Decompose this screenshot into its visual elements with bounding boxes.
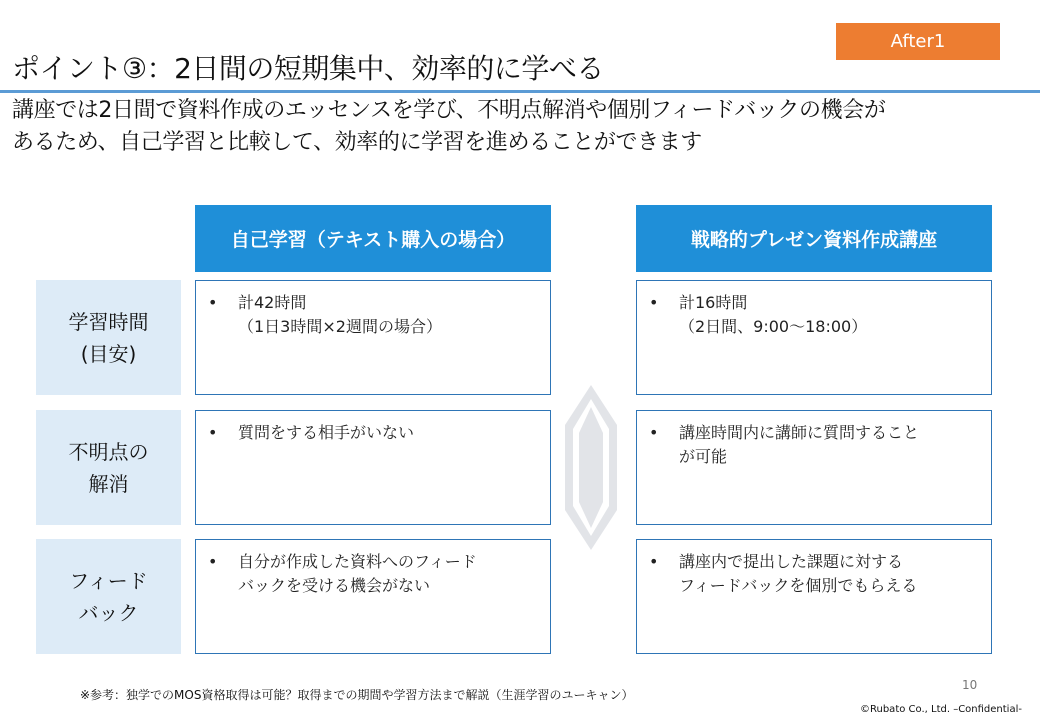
copyright: ©Rubato Co., Ltd. –Confidential- [860, 704, 1022, 715]
row-label-line: 学習時間 [68, 309, 149, 334]
cell-line: 質問をする相手がいない [238, 423, 415, 442]
cell-self-study-time [195, 280, 551, 395]
row-label-line: バック [78, 600, 139, 625]
cell-line: バックを受ける機会がない [238, 576, 431, 595]
row-label-questions [36, 410, 181, 525]
cell-line: 講座内で提出した課題に対する [679, 552, 904, 571]
comparison-arrow-icon [565, 385, 617, 550]
cell-course-questions [636, 410, 992, 525]
bullet: • [208, 423, 218, 442]
row-label-line: (目安) [80, 341, 137, 366]
cell-line: 自分が作成した資料へのフィード [238, 552, 477, 571]
bullet: • [649, 293, 659, 312]
column-header-course: 戦略的プレゼン資料作成講座 [636, 205, 992, 272]
bullet: • [649, 552, 659, 571]
footnote-reference: ※参考：独学でのMOS資格取得は可能？取得までの期間や学習方法まで解説（生涯学習のユーキャン） [80, 688, 634, 702]
cell-course-feedback [636, 539, 992, 654]
lead-line-1: 講座では2日間で資料作成のエッセンスを学び、不明点解消や個別フィードバックの機会が [12, 98, 886, 123]
title-underline [0, 90, 1040, 93]
cell-line: （1日3時間×2週間の場合） [238, 317, 442, 336]
cell-line: 計16時間 [679, 293, 748, 312]
column-header-self-study: 自己学習（テキスト購入の場合） [195, 205, 551, 272]
slide-title: ポイント③：2日間の短期集中、効率的に学べる [12, 52, 604, 85]
row-label-line: フィード [69, 568, 148, 593]
cell-self-study-feedback [195, 539, 551, 654]
row-label-feedback [36, 539, 181, 654]
cell-line: （2日間、9:00〜18:00） [679, 317, 868, 336]
bullet: • [649, 423, 659, 442]
cell-line: 講座時間内に講師に質問すること [679, 423, 920, 442]
cell-course-time [636, 280, 992, 395]
bullet: • [208, 293, 218, 312]
page-number: 10 [962, 678, 978, 692]
lead-line-2: あるため、自己学習と比較して、効率的に学習を進めることができます [12, 130, 702, 155]
bullet: • [208, 552, 218, 571]
after-badge: After1 [836, 23, 1000, 60]
cell-line: が可能 [679, 447, 728, 466]
row-label-line: 解消 [88, 471, 129, 496]
row-label-line: 不明点の [68, 439, 149, 464]
lead-text [12, 95, 1032, 159]
row-label-study-time [36, 280, 181, 395]
cell-line: フィードバックを個別でもらえる [679, 576, 918, 595]
cell-line: 計42時間 [238, 293, 307, 312]
cell-self-study-questions [195, 410, 551, 525]
